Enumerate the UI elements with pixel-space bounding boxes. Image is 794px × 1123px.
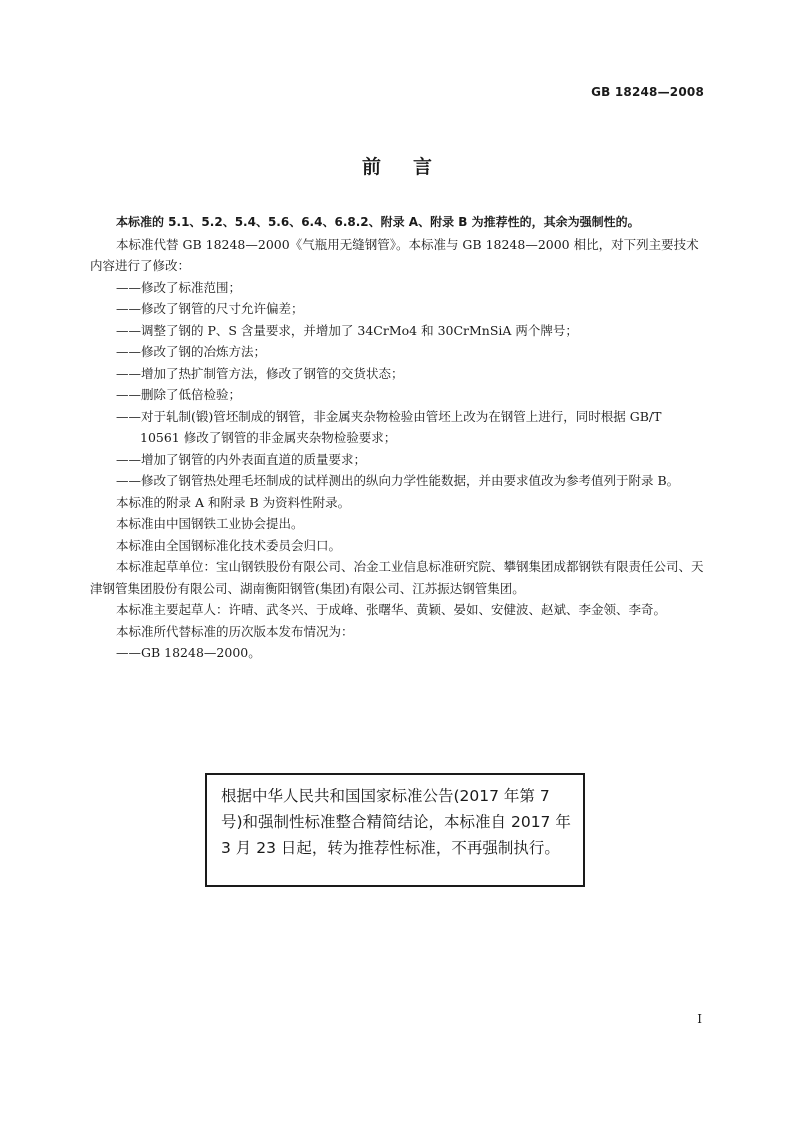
- foreword-body: [90, 212, 705, 664]
- history-intro: 本标准所代替标准的历次版本发布情况为：: [116, 623, 354, 639]
- change-item: ——增加了钢管的内外表面直道的质量要求；: [116, 451, 367, 467]
- notice-box: [205, 773, 585, 887]
- drafting-units: 本标准起草单位：宝山钢铁股份有限公司、冶金工业信息标准研究院、攀钢集团成都钢铁有限责任公司、天津钢管集团股份有限公司、湖南衡阳钢管(集团)有限公司、江苏振达钢管集团。: [90, 559, 704, 596]
- replacement-statement: 本标准代替 GB 18248—2000《气瓶用无缝钢管》。本标准与 GB 18248—2000 相比，对下列主要技术内容进行了修改：: [90, 236, 699, 273]
- page-title: 前言: [361, 156, 464, 178]
- committee-statement: 本标准由全国钢标准化技术委员会归口。: [116, 537, 342, 553]
- change-item: ——修改了钢管热处理毛坯制成的试样测出的纵向力学性能数据，并由要求值改为参考值列于附录 B。: [116, 473, 680, 488]
- applicability-statement: 本标准的 5.1、5.2、5.4、5.6、6.4、6.8.2、附录 A、附录 B 为推荐性的，其余为强制性的。: [116, 215, 640, 229]
- notice-text: 根据中华人民共和国国家标准公告(2017 年第 7 号)和强制性标准整合精简结论，本标准自 2017 年 3 月 23 日起，转为推荐性标准，不再强制执行。: [221, 787, 571, 857]
- change-item: ——修改了钢的冶炼方法；: [116, 344, 267, 359]
- change-item: ——删除了低倍检验；: [116, 387, 242, 402]
- standard-code: GB 18248—2008: [591, 85, 704, 99]
- change-item: ——修改了钢管的尺寸允许偏差；: [116, 301, 304, 316]
- proposer-statement: 本标准由中国钢铁工业协会提出。: [116, 516, 304, 531]
- change-item: ——修改了标准范围；: [116, 279, 242, 295]
- page-number: I: [697, 1012, 702, 1026]
- change-item: ——对于轧制(锻)管坯制成的钢管，非金属夹杂物检验由管坯上改为在钢管上进行，同时根据 GB/T 10561 修改了钢管的非金属夹杂物检验要求；: [116, 408, 662, 445]
- drafters: 本标准主要起草人：许晴、武冬兴、于成峰、张曙华、黄颖、晏如、安健波、赵斌、李金领、李奇。: [116, 602, 667, 617]
- change-item: ——增加了热扩制管方法，修改了钢管的交货状态；: [116, 365, 404, 381]
- change-item: ——调整了钢的 P、S 含量要求，并增加了 34CrMo4 和 30CrMnSiA 两个牌号；: [116, 322, 578, 338]
- history-item: ——GB 18248—2000。: [116, 645, 261, 660]
- appendix-statement: 本标准的附录 A 和附录 B 为资料性附录。: [116, 494, 351, 510]
